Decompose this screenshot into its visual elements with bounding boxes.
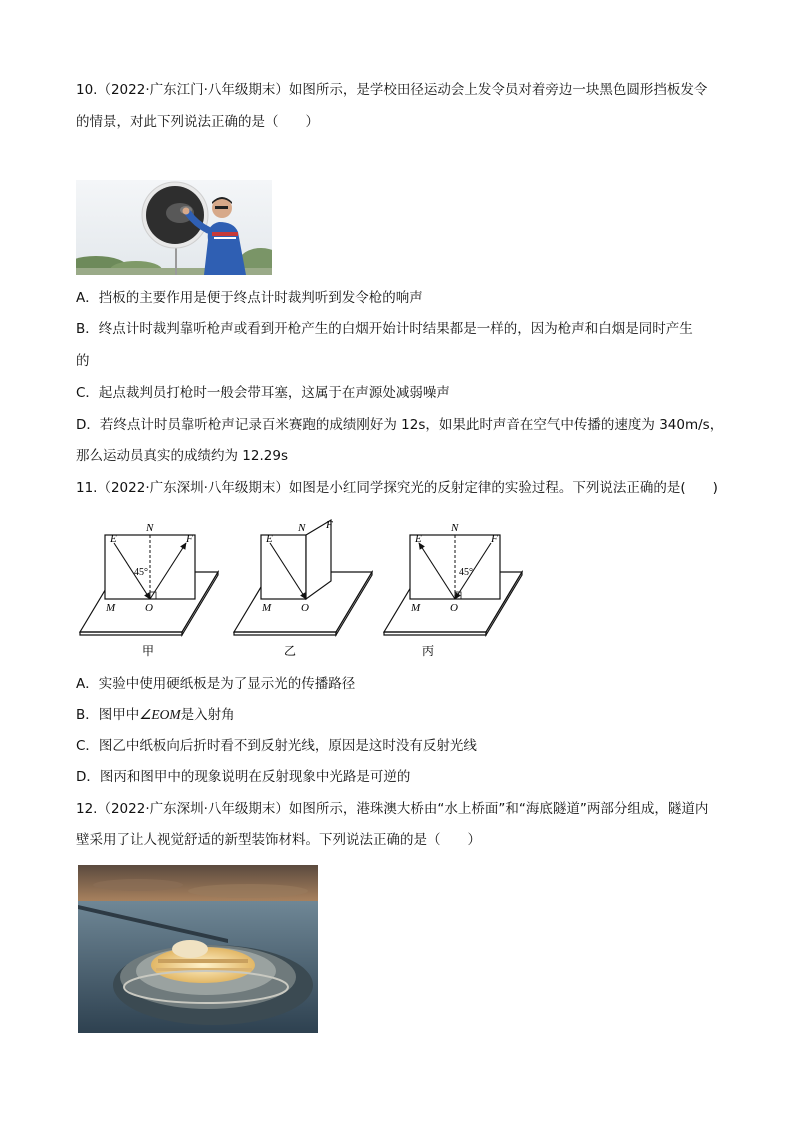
q10-option-b-line1: B．终点计时裁判靠听枪声或看到开枪产生的白烟开始计时结果都是一样的，因为枪声和白烟是同时产生	[76, 321, 693, 337]
q10-option-d-line1: D．若终点计时员靠听枪声记录百米赛跑的成绩刚好为 12s，如果此时声音在空气中传播的速度为 340m/s，	[76, 417, 724, 433]
figure-jia	[80, 522, 218, 658]
q11-option-b	[76, 705, 235, 725]
q11-stem: 11.（2022·广东深圳·八年级期末）如图是小红同学探究光的反射定律的实验过程。下列说法正确的是( )	[76, 480, 718, 496]
label-o-bing: O	[450, 602, 458, 614]
label-o-jia: O	[145, 602, 153, 614]
q10-stem-line1: 10.（2022·广东江门·八年级期末）如图所示，是学校田径运动会上发令员对着旁边一块黑色圆形挡板发令	[76, 82, 708, 98]
q10-option-d-line2: 那么运动员真实的成绩约为 12.29s	[76, 448, 288, 464]
label-e-yi: E	[266, 533, 273, 545]
label-e-bing: E	[415, 533, 422, 545]
label-m-bing: M	[411, 602, 421, 614]
q10-option-b-line2: 的	[76, 353, 90, 369]
caption-jia: 甲	[142, 644, 155, 658]
label-e-jia: E	[110, 533, 117, 545]
label-f-jia: F	[186, 533, 193, 545]
q11-option-b-suffix: 是入射角	[180, 707, 235, 723]
figure-bing	[384, 522, 522, 658]
label-f-yi: F	[326, 519, 333, 531]
label-f-bing: F	[491, 533, 498, 545]
label-m-yi: M	[262, 602, 272, 614]
figure-yi	[234, 519, 372, 658]
q11-reflection-figure	[76, 515, 526, 663]
q11-option-c: C．图乙中纸板向后折时看不到反射光线，原因是这时没有反射光线	[76, 738, 477, 754]
label-angle-bing: 45°	[459, 567, 473, 578]
label-o-yi: O	[301, 602, 309, 614]
caption-yi: 乙	[284, 644, 297, 658]
label-n-jia: N	[146, 522, 154, 534]
q10-option-c: C．起点裁判员打枪时一般会带耳塞，这属于在声源处减弱噪声	[76, 385, 450, 401]
label-angle-jia: 45°	[134, 567, 148, 578]
label-n-bing: N	[451, 522, 459, 534]
q10-stem-line2: 的情景，对此下列说法正确的是（ ）	[76, 114, 319, 130]
q12-bridge-island-photo	[78, 865, 318, 1033]
q11-option-b-angle: ∠EOM	[139, 707, 181, 722]
q11-option-a: A．实验中使用硬纸板是为了显示光的传播路径	[76, 676, 356, 692]
q11-option-d: D．图丙和图甲中的现象说明在反射现象中光路是可逆的	[76, 769, 411, 785]
q10-starter-photo	[76, 180, 272, 275]
label-m-jia: M	[106, 602, 116, 614]
q10-option-a: A．挡板的主要作用是便于终点计时裁判听到发令枪的响声	[76, 290, 423, 306]
label-n-yi: N	[298, 522, 306, 534]
q12-stem-line2: 壁采用了让人视觉舒适的新型装饰材料。下列说法正确的是（ ）	[76, 832, 481, 848]
caption-bing: 丙	[422, 644, 435, 658]
q11-option-b-prefix: B．图甲中	[76, 707, 140, 723]
q12-stem-line1: 12.（2022·广东深圳·八年级期末）如图所示，港珠澳大桥由“水上桥面”和“海底隧道”两部分组成，隧道内	[76, 801, 709, 817]
